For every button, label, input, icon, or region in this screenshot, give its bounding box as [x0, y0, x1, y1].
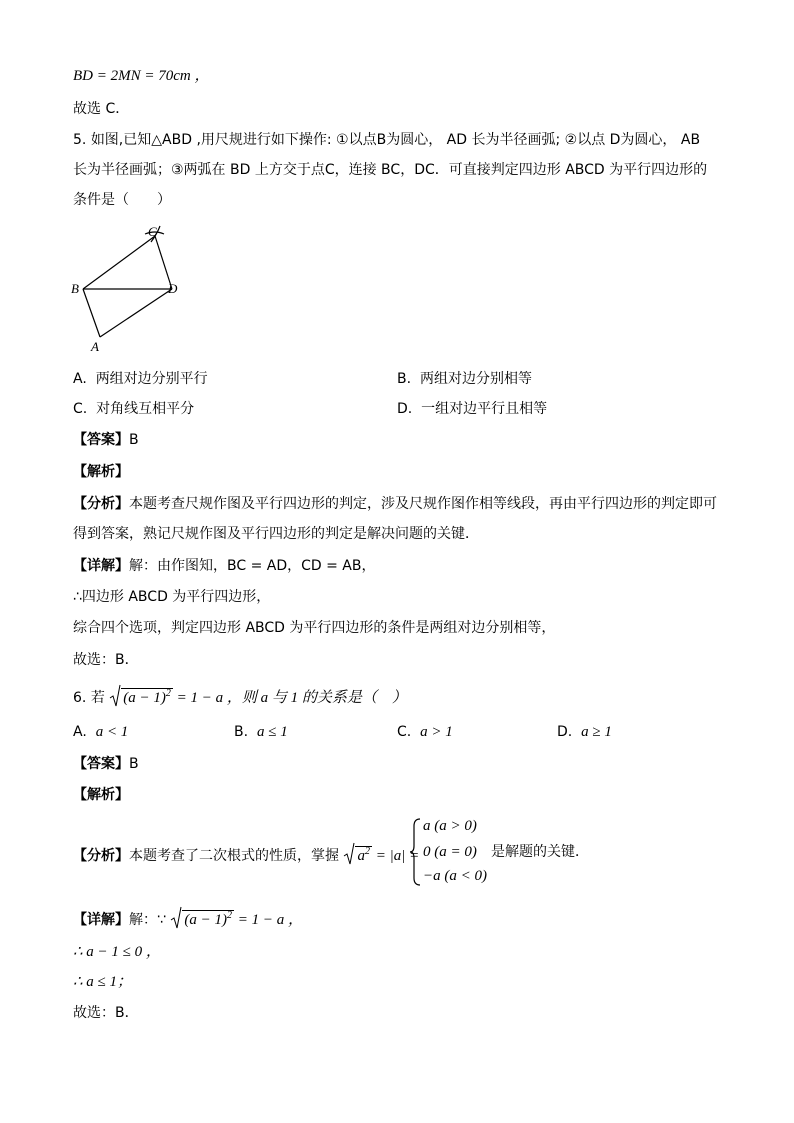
q6-option-d: D. a ≥ 1: [557, 724, 612, 740]
q5-fenxi-line-2: 得到答案，熟记尺规作图及平行四边形的判定是解决问题的关键．: [73, 526, 479, 542]
sqrt-icon: [343, 842, 355, 866]
q6-case-1: a (a > 0): [423, 818, 477, 834]
q6-option-a: A. a < 1: [73, 724, 129, 740]
q5-figure: [65, 222, 195, 357]
q6-conclusion: 故选：B．: [73, 1005, 139, 1021]
q5-label-b: B: [71, 281, 79, 296]
q5-option-a: A. 两组对边分别平行: [73, 371, 208, 387]
q6-answer: 【答案】B: [73, 756, 139, 772]
q5-xiangjie-line-2: ∴四边形 ABCD 为平行四边形，: [73, 589, 271, 605]
q5-option-c: C. 对角线互相平分: [73, 401, 195, 417]
q6-analysis-label: 【解析】: [73, 787, 129, 803]
q5-fenxi-line-1: 【分析】本题考查尺规作图及平行四边形的判定，涉及尺规作图作相等线段，再由平行四边形的判定即可: [73, 496, 717, 512]
q5-stem-text-1: 如图,已知△ABD ,用尺规进行如下操作: ①以点B为圆心， AD 长为半径画弧; ②以点 D为圆心， AB: [90, 132, 701, 148]
q6-fenxi-tail: 是解题的关键．: [491, 844, 589, 860]
top-line-1: BD = 2MN = 70cm ，: [73, 68, 210, 84]
q5-label-c: C: [148, 224, 157, 239]
q5-answer: 【答案】B: [73, 432, 139, 448]
top-line-2: 故选 C．: [73, 101, 130, 117]
q6-step-2: ∴ a ≤ 1；: [73, 974, 133, 990]
q6-option-b: B. a ≤ 1: [234, 724, 288, 740]
q6-case-2: 0 (a = 0): [423, 844, 477, 860]
q6-xiangjie-line: 【详解】解：∵ $(a - 1)^2 = 1 - a$ ，: [73, 906, 303, 930]
sqrt-icon: [170, 906, 182, 930]
sqrt-icon: [109, 684, 121, 708]
q5-analysis-label: 【解析】: [73, 464, 129, 480]
q6-sqrt: $(a - 1)^2$: [109, 684, 173, 708]
q5-label-a: A: [91, 339, 99, 354]
q5-xiangjie-line-1: 【详解】解：由作图知，BC = AD，CD = AB，: [73, 558, 376, 574]
q5-conclusion: 故选：B．: [73, 652, 139, 668]
q5-xiangjie-line-3: 综合四个选项，判定四边形 ABCD 为平行四边形的条件是两组对边分别相等，: [73, 620, 556, 636]
q6-fenxi-line: 【分析】本题考查了二次根式的性质，掌握 $a^2 = |a|$ =: [73, 842, 419, 866]
q6-case-3: −a (a < 0): [423, 868, 487, 884]
piecewise-brace-icon: [410, 818, 422, 886]
q6-stem: 6. 若 $(a - 1)^2 = 1 - a$ ，则 a 与 1 的关系是（ ）: [73, 684, 407, 708]
q5-stem-line-2: 长为半径画弧；③两弧在 BD 上方交于点C，连接 BC，DC．可直接判定四边形 ABCD 为平行四边形的: [73, 162, 708, 178]
q5-option-b: B. 两组对边分别相等: [397, 371, 532, 387]
q5-label-d: D: [168, 281, 178, 296]
q5-stem-line-3: 条件是（ ）: [73, 192, 171, 208]
q5-option-d: D. 一组对边平行且相等: [397, 401, 548, 417]
q6-step-1: ∴ a − 1 ≤ 0 ，: [73, 944, 161, 960]
q6-option-c: C. a > 1: [397, 724, 453, 740]
q5-stem-line-1: [73, 130, 700, 150]
q5-number: 5.: [73, 132, 87, 148]
